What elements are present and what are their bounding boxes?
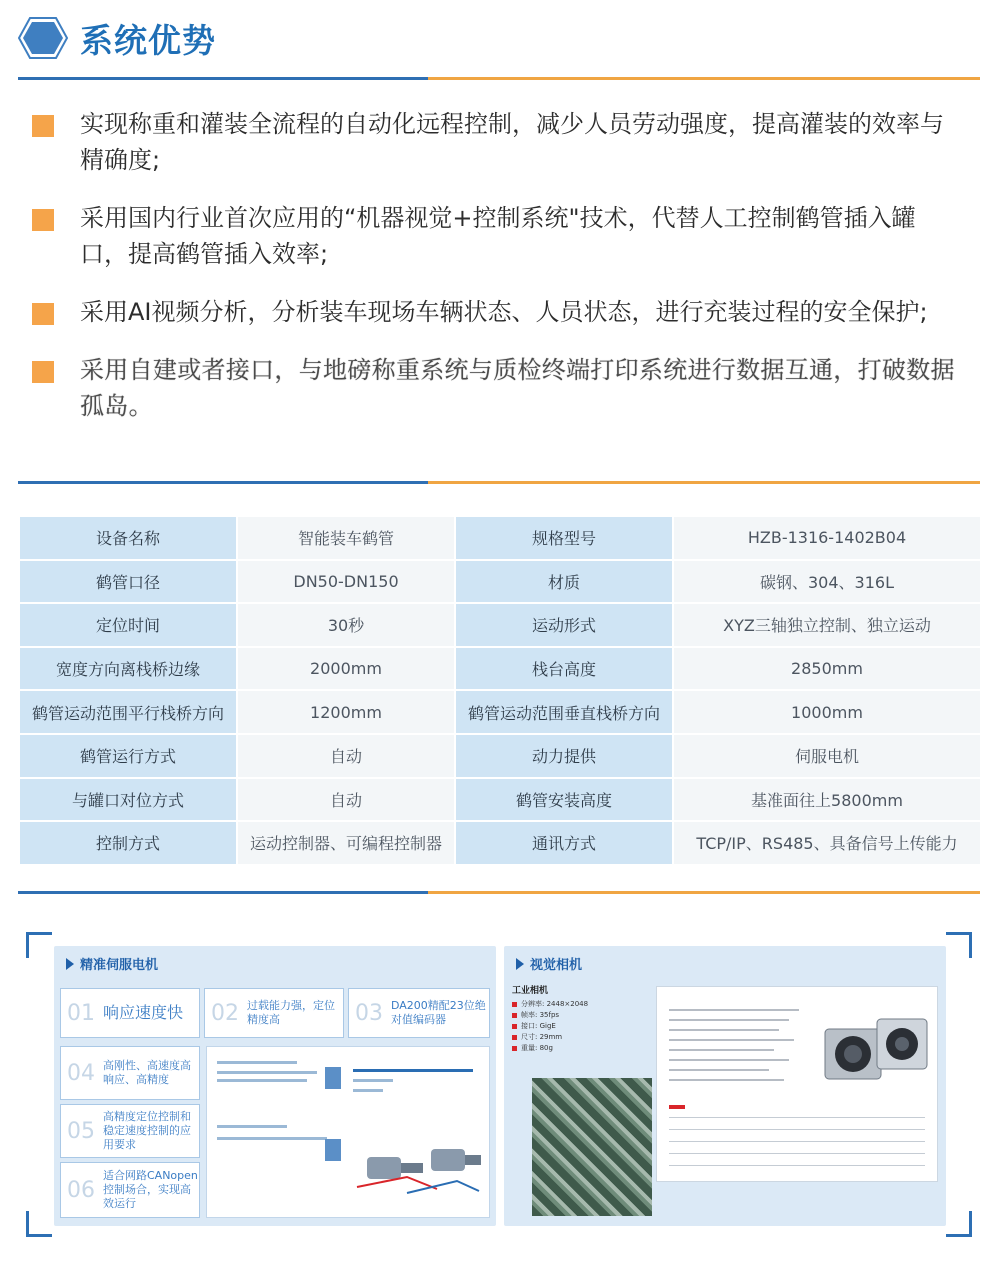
table-row: [19, 690, 981, 734]
feature-card: [60, 1104, 200, 1158]
list-item-text: 分辨率: 2448×2048: [521, 1000, 589, 1008]
spec-value-cell: 1000mm: [673, 690, 981, 734]
spec-key-cell: 材质: [455, 560, 673, 604]
feature-text: DA200精配23位绝对值编码器: [391, 999, 486, 1026]
diagram-block: [325, 1139, 341, 1161]
frame-corner: [946, 1211, 972, 1237]
spec-value-cell: 自动: [237, 778, 455, 822]
list-item-text: 接口: GigE: [521, 1022, 556, 1030]
motor-icon: [347, 1127, 487, 1207]
datasheet-line: [669, 1059, 789, 1061]
diagram-line: [353, 1089, 383, 1092]
feature-number: 05: [67, 1118, 95, 1144]
list-item: [512, 999, 652, 1010]
spec-table: [18, 515, 982, 866]
hexagon-icon: [18, 16, 68, 60]
feature-number: 04: [67, 1060, 95, 1086]
camera-spec-list: [512, 986, 652, 1054]
list-item: [512, 1043, 652, 1054]
feature-card: [348, 988, 490, 1038]
feature-text: 过载能力强，定位精度高: [247, 999, 335, 1026]
list-item: [32, 200, 962, 272]
spec-value-cell: XYZ三轴独立控制、独立运动: [673, 603, 981, 647]
spec-value-cell: HZB-1316-1402B04: [673, 516, 981, 560]
spec-key-cell: 设备名称: [19, 516, 237, 560]
feature-text: 响应速度快: [103, 1003, 184, 1022]
table-row: [19, 560, 981, 604]
spec-key-cell: 鹤管运行方式: [19, 734, 237, 778]
spec-value-cell: 1200mm: [237, 690, 455, 734]
feature-number: 02: [211, 1000, 239, 1026]
camera-heading: 工业相机: [512, 986, 549, 996]
table-row: [19, 647, 981, 691]
table-row: [19, 603, 981, 647]
feature-card: [60, 988, 200, 1038]
red-dot-icon: [512, 1046, 517, 1051]
datasheet-line: [669, 1009, 799, 1011]
spec-value-cell: 自动: [237, 734, 455, 778]
datasheet-line: [669, 1029, 779, 1031]
feature-card: [204, 988, 344, 1038]
datasheet-grid-line: [669, 1141, 925, 1142]
spec-value-cell: TCP/IP、RS485、具备信号上传能力: [673, 821, 981, 865]
feature-number: 03: [355, 1000, 383, 1026]
spec-value-cell: 运动控制器、可编程控制器: [237, 821, 455, 865]
table-divider: [18, 481, 980, 484]
camera-datasheet: [656, 986, 938, 1182]
table-row: [19, 778, 981, 822]
red-dot-icon: [512, 1002, 517, 1007]
triangle-icon: [516, 958, 524, 970]
list-item: [512, 1032, 652, 1043]
diagram-block: [325, 1067, 341, 1089]
frame-corner: [26, 932, 52, 958]
diagram-line: [353, 1079, 393, 1082]
spec-value-cell: 2000mm: [237, 647, 455, 691]
spec-value-cell: 基准面往上5800mm: [673, 778, 981, 822]
list-item: [32, 352, 962, 424]
datasheet-line: [669, 1069, 769, 1071]
list-item-text: 帧率: 35fps: [521, 1011, 560, 1019]
table-row: [19, 821, 981, 865]
spec-key-cell: 规格型号: [455, 516, 673, 560]
feature-number: 01: [67, 1000, 95, 1026]
spec-key-cell: 动力提供: [455, 734, 673, 778]
spec-value-cell: 伺服电机: [673, 734, 981, 778]
spec-key-cell: 鹤管运动范围垂直栈桥方向: [455, 690, 673, 734]
camera-icon: [815, 1005, 933, 1095]
triangle-icon: [66, 958, 74, 970]
spec-key-cell: 与罐口对位方式: [19, 778, 237, 822]
spec-key-cell: 定位时间: [19, 603, 237, 647]
datasheet-grid-line: [669, 1153, 925, 1154]
spec-value-cell: 2850mm: [673, 647, 981, 691]
header-divider: [18, 77, 980, 80]
datasheet-grid-line: [669, 1165, 925, 1166]
spec-key-cell: 通讯方式: [455, 821, 673, 865]
panel-title: [516, 954, 582, 973]
spec-key-cell: 宽度方向离栈桥边缘: [19, 647, 237, 691]
datasheet-grid-line: [669, 1129, 925, 1130]
advantages-list: [32, 106, 962, 446]
datasheet-line: [669, 1039, 794, 1041]
gallery-divider: [18, 891, 980, 894]
panel-title-text: 精准伺服电机: [80, 958, 159, 973]
spec-key-cell: 运动形式: [455, 603, 673, 647]
diagram-line: [353, 1069, 473, 1072]
list-item-text: 采用国内行业首次应用的“机器视觉+控制系统"技术，代替人工控制鹤管插入罐口，提高鹤管插入效率;: [80, 204, 916, 268]
diagram-line: [217, 1125, 287, 1128]
servo-motor-panel: [54, 946, 496, 1226]
camera-panel: [504, 946, 946, 1226]
diagram-line: [217, 1079, 307, 1082]
datasheet-line: [669, 1079, 784, 1081]
list-item: [512, 1021, 652, 1032]
spec-value-cell: DN50-DN150: [237, 560, 455, 604]
datasheet-marker: [669, 1105, 685, 1109]
table-row: [19, 734, 981, 778]
spec-key-cell: 栈台高度: [455, 647, 673, 691]
panel-title: [66, 954, 158, 973]
panel-title-text: 视觉相机: [530, 958, 583, 973]
servo-diagram: [206, 1046, 490, 1218]
feature-text: 适合网路CANopen控制场合，实现高效运行: [103, 1169, 198, 1210]
frame-corner: [26, 1211, 52, 1237]
datasheet-line: [669, 1049, 774, 1051]
bullet-square-icon: [32, 361, 54, 383]
section-title: 系统优势: [80, 20, 216, 60]
red-dot-icon: [512, 1035, 517, 1040]
list-item: [32, 294, 962, 330]
list-item-text: 重量: 80g: [521, 1044, 553, 1052]
section-header: [18, 8, 216, 68]
bullet-square-icon: [32, 115, 54, 137]
feature-card: [60, 1046, 200, 1100]
list-item-text: 尺寸: 29mm: [521, 1033, 563, 1041]
spec-value-cell: 30秒: [237, 603, 455, 647]
spec-key-cell: 鹤管安装高度: [455, 778, 673, 822]
spec-key-cell: 控制方式: [19, 821, 237, 865]
diagram-line: [217, 1137, 327, 1140]
red-dot-icon: [512, 1024, 517, 1029]
spec-key-cell: 鹤管口径: [19, 560, 237, 604]
diagram-line: [217, 1071, 317, 1074]
list-item: [512, 1010, 652, 1021]
spec-value-cell: 智能装车鹤管: [237, 516, 455, 560]
list-item-text: 实现称重和灌装全流程的自动化远程控制，减少人员劳动强度，提高灌装的效率与精确度;: [80, 110, 944, 174]
list-item: [32, 106, 962, 178]
feature-text: 高刚性、高速度高响应、高精度: [103, 1059, 191, 1086]
datasheet-line: [669, 1019, 789, 1021]
diagram-line: [217, 1061, 297, 1064]
spec-key-cell: 鹤管运动范围平行栈桥方向: [19, 690, 237, 734]
bullet-square-icon: [32, 303, 54, 325]
spec-value-cell: 碳钢、304、316L: [673, 560, 981, 604]
red-dot-icon: [512, 1013, 517, 1018]
list-item-text: 采用AI视频分析，分析装车现场车辆状态、人员状态，进行充装过程的安全保护;: [80, 298, 928, 326]
frame-corner: [946, 932, 972, 958]
bullet-square-icon: [32, 209, 54, 231]
table-row: [19, 516, 981, 560]
list-item-text: 采用自建或者接口，与地磅称重系统与质检终端打印系统进行数据互通，打破数据孤岛。: [80, 356, 955, 420]
product-gallery: [26, 932, 972, 1237]
feature-text: 高精度定位控制和稳定速度控制的应用要求: [103, 1110, 191, 1151]
datasheet-grid-line: [669, 1117, 925, 1118]
installation-photo: [532, 1078, 652, 1216]
feature-card: [60, 1162, 200, 1218]
feature-number: 06: [67, 1177, 95, 1203]
